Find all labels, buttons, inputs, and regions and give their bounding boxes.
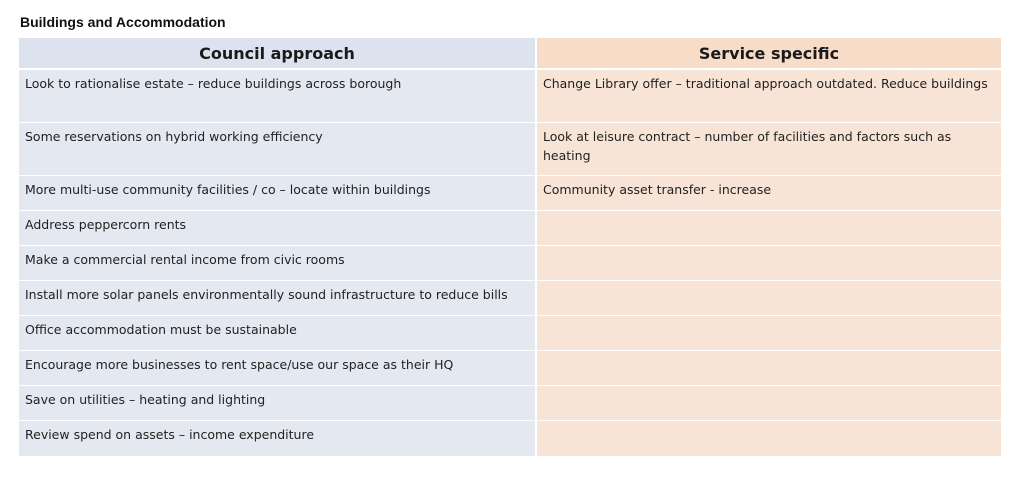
council-approach-cell: Review spend on assets – income expenditure	[19, 420, 536, 456]
service-specific-cell	[536, 315, 1001, 350]
service-specific-cell	[536, 210, 1001, 245]
council-approach-cell: More multi-use community facilities / co – locate within buildings	[19, 175, 536, 210]
council-approach-cell: Address peppercorn rents	[19, 210, 536, 245]
council-approach-cell: Make a commercial rental income from civic rooms	[19, 245, 536, 280]
council-approach-cell: Save on utilities – heating and lighting	[19, 385, 536, 420]
service-specific-cell	[536, 280, 1001, 315]
table-header-row	[19, 38, 1001, 69]
table-row	[19, 245, 1001, 280]
column-header-council-approach: Council approach	[19, 38, 536, 69]
table-row	[19, 210, 1001, 245]
council-approach-cell: Some reservations on hybrid working efficiency	[19, 122, 536, 175]
service-specific-cell: Look at leisure contract – number of facilities and factors such as heating	[536, 122, 1001, 175]
column-header-service-specific: Service specific	[536, 38, 1001, 69]
comparison-table	[19, 38, 1001, 457]
service-specific-cell: Community asset transfer - increase	[536, 175, 1001, 210]
page-title: Buildings and Accommodation	[20, 14, 226, 30]
table-row	[19, 122, 1001, 175]
service-specific-cell	[536, 350, 1001, 385]
service-specific-cell	[536, 385, 1001, 420]
table-row	[19, 315, 1001, 350]
table-row	[19, 175, 1001, 210]
table-row	[19, 69, 1001, 122]
council-approach-cell: Office accommodation must be sustainable	[19, 315, 536, 350]
table-row	[19, 385, 1001, 420]
service-specific-cell: Change Library offer – traditional approach outdated. Reduce buildings	[536, 69, 1001, 122]
table-row	[19, 350, 1001, 385]
service-specific-cell	[536, 245, 1001, 280]
council-approach-cell: Encourage more businesses to rent space/use our space as their HQ	[19, 350, 536, 385]
service-specific-cell	[536, 420, 1001, 456]
council-approach-cell: Look to rationalise estate – reduce buildings across borough	[19, 69, 536, 122]
table-row	[19, 280, 1001, 315]
council-approach-cell: Install more solar panels environmentally sound infrastructure to reduce bills	[19, 280, 536, 315]
table-row	[19, 420, 1001, 456]
